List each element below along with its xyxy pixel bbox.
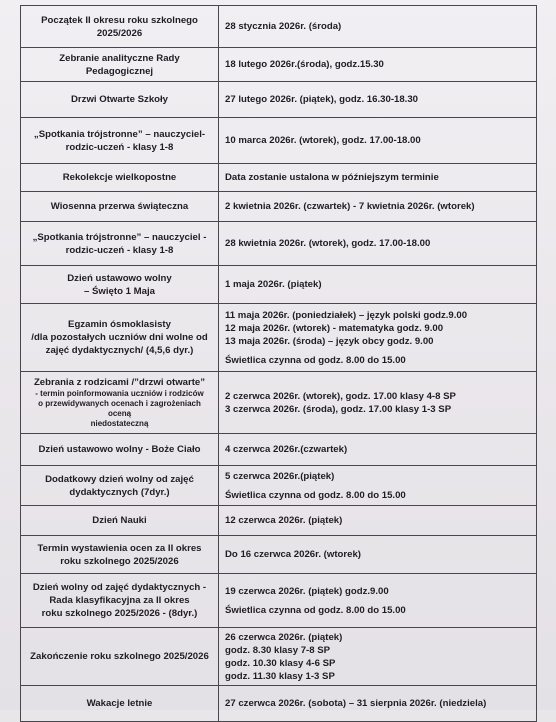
event-name-line: roku szkolnego 2025/2026: [60, 555, 179, 567]
event-name-cell: [21, 222, 219, 266]
event-date-line: godz. 11.30 klasy 1-3 SP: [225, 670, 335, 682]
table-row: [21, 434, 537, 466]
event-date-cell: [219, 48, 537, 82]
event-date-line: 28 kwietnia 2026r. (wtorek), godz. 17.00-18.00: [225, 238, 431, 249]
event-date-cell: [219, 686, 537, 722]
table-row: [21, 192, 537, 222]
event-name-line: Rekolekcje wielkopostne: [62, 172, 177, 183]
event-date-line: Data zostanie ustalona w późniejszym terminie: [225, 172, 439, 183]
event-name-line: dydaktycznych (7dyr.): [69, 486, 170, 498]
event-date-line: 28 stycznia 2026r. (środa): [225, 21, 342, 32]
event-name-cell: [21, 506, 219, 536]
event-name-cell: [21, 118, 219, 164]
event-name-line: „Spotkania trójstronne” – nauczyciel-: [33, 128, 206, 140]
event-name-line: Dzień ustawowo wolny - Boże Ciało: [38, 444, 201, 455]
table-row: [21, 48, 537, 82]
event-name-line: Wiosenna przerwa świąteczna: [50, 201, 189, 212]
event-name-line: Wakacje letnie: [86, 698, 153, 709]
event-note-line: o przewidywanych ocenach i zagrożeniach oceną: [38, 399, 201, 418]
event-name-cell: [21, 574, 219, 628]
event-name-cell: [21, 82, 219, 118]
event-name-cell: [21, 304, 219, 372]
event-date-line: 19 czerwca 2026r. (piątek) godz.9.00: [225, 585, 389, 597]
table-body: [21, 6, 537, 722]
event-date-line: 26 czerwca 2026r. (piątek): [225, 631, 343, 643]
table-row: [21, 628, 537, 686]
table-row: [21, 574, 537, 628]
table-row: [21, 506, 537, 536]
event-name-cell: [21, 628, 219, 686]
event-date-cell: [219, 164, 537, 192]
event-name-line: Termin wystawienia ocen za II okres: [37, 542, 202, 554]
event-note-line: niedostateczną: [90, 419, 149, 428]
event-date-line: 4 czerwca 2026r.(czwartek): [225, 444, 348, 455]
event-name-line: Egzamin ósmoklasisty: [68, 319, 171, 330]
event-name-line: Zebranie analityczne Rady Pedagogicznej: [59, 52, 180, 77]
event-name-cell: [21, 536, 219, 574]
event-name-line: Dzień wolny od zajęć dydaktycznych -: [32, 582, 207, 593]
event-name-line: Dodatkowy dzień wolny od zajęć: [45, 473, 194, 485]
event-name-line: rodzic-uczeń - klasy 1-8: [65, 141, 174, 153]
event-name-line: 2025/2026: [96, 27, 143, 39]
school-calendar-table: [20, 5, 537, 722]
event-name-line: Dzień ustawowo wolny: [67, 272, 172, 284]
event-date-line: 2 kwietnia 2026r. (czwartek) - 7 kwietnia 2026r. (wtorek): [225, 201, 475, 212]
event-date-cell: [219, 222, 537, 266]
event-date-line: 13 maja 2026r. (środa) – język obcy godz. 9.00: [225, 335, 434, 347]
event-date-line: 2 czerwca 2026r. (wtorek), godz. 17.00 klasy 4-8 SP: [225, 390, 456, 402]
event-date-cell: [219, 372, 537, 434]
event-name-cell: [21, 686, 219, 722]
event-date-line: Do 16 czerwca 2026r. (wtorek): [225, 549, 361, 560]
event-date-line: 27 czerwca 2026r. (sobota) – 31 sierpnia 2026r. (niedziela): [225, 698, 487, 709]
table-row: [21, 164, 537, 192]
event-date-cell: [219, 118, 537, 164]
event-date-cell: [219, 536, 537, 574]
event-name-line: Rada klasyfikacyjna za II okres: [49, 595, 190, 606]
event-name-line: /dla pozostałych uczniów dni wolne od: [31, 332, 208, 343]
event-date-cell: [219, 82, 537, 118]
event-date-line: 27 lutego 2026r. (piątek), godz. 16.30-18.30: [225, 94, 419, 105]
event-date-line: 18 lutego 2026r.(środa), godz.15.30: [225, 59, 384, 70]
event-date-cell: [219, 6, 537, 48]
event-name-line: zajęć dydaktycznych/ (4,5,6 dyr.): [45, 345, 194, 356]
event-date-line: 12 czerwca 2026r. (piątek): [225, 515, 343, 526]
table-row: [21, 372, 537, 434]
event-date-line: godz. 8.30 klasy 7-8 SP: [225, 644, 331, 656]
table-row: [21, 686, 537, 722]
table-row: [21, 6, 537, 48]
event-date-cell: [219, 434, 537, 466]
event-name-cell: [21, 372, 219, 434]
event-name-line: „Spotkania trójstronne” – nauczyciel -: [32, 231, 207, 243]
event-name-cell: [21, 192, 219, 222]
event-date-line: godz. 10.30 klasy 4-6 SP: [225, 657, 336, 669]
table-row: [21, 222, 537, 266]
event-date-line: 5 czerwca 2026r.(piątek): [225, 470, 335, 482]
event-note-line: - termin poinformowania uczniów i rodziców: [35, 389, 204, 398]
event-name-cell: [21, 6, 219, 48]
event-name-line: rodzic-uczeń - klasy 1-8: [65, 244, 174, 256]
table-row: [21, 82, 537, 118]
table-row: [21, 266, 537, 304]
event-date-cell: [219, 574, 537, 628]
event-name-cell: [21, 466, 219, 506]
event-date-cell: [219, 506, 537, 536]
event-date-cell: [219, 304, 537, 372]
event-date-cell: [219, 628, 537, 686]
event-name-line: Dzień Nauki: [92, 515, 147, 526]
event-date-line: 11 maja 2026r. (poniedziałek) – język polski godz.9.00: [225, 309, 468, 321]
event-name-cell: [21, 164, 219, 192]
event-date-line: 3 czerwca 2026r. (środa), godz. 17.00 klasy 1-3 SP: [225, 403, 452, 415]
table-row: [21, 118, 537, 164]
event-name-line: Zakończenie roku szkolnego 2025/2026: [30, 651, 209, 662]
event-name-cell: [21, 48, 219, 82]
event-date-cell: [219, 192, 537, 222]
event-name-line: roku szkolnego 2025/2026 - (8dyr.): [41, 608, 198, 619]
event-date-line: Świetlica czynna od godz. 8.00 do 15.00: [225, 489, 406, 501]
event-date-line: 1 maja 2026r. (piątek): [225, 279, 322, 290]
event-name-line: Początek II okresu roku szkolnego: [41, 14, 198, 26]
event-name-line: Drzwi Otwarte Szkoły: [70, 94, 169, 105]
table-row: [21, 304, 537, 372]
table-row: [21, 536, 537, 574]
event-date-line: Świetlica czynna od godz. 8.00 do 15.00: [225, 354, 406, 366]
event-date-line: Świetlica czynna od godz. 8.00 do 15.00: [225, 604, 406, 616]
event-date-line: 10 marca 2026r. (wtorek), godz. 17.00-18.00: [225, 135, 421, 146]
event-date-line: 12 maja 2026r. (wtorek) - matematyka godz. 9.00: [225, 322, 444, 334]
event-name-cell: [21, 266, 219, 304]
event-name-cell: [21, 434, 219, 466]
table-row: [21, 466, 537, 506]
event-date-cell: [219, 266, 537, 304]
event-name-line: – Święto 1 Maja: [84, 285, 155, 297]
event-date-cell: [219, 466, 537, 506]
event-name-line: Zebrania z rodzicami /”drzwi otwarte”: [33, 377, 206, 388]
